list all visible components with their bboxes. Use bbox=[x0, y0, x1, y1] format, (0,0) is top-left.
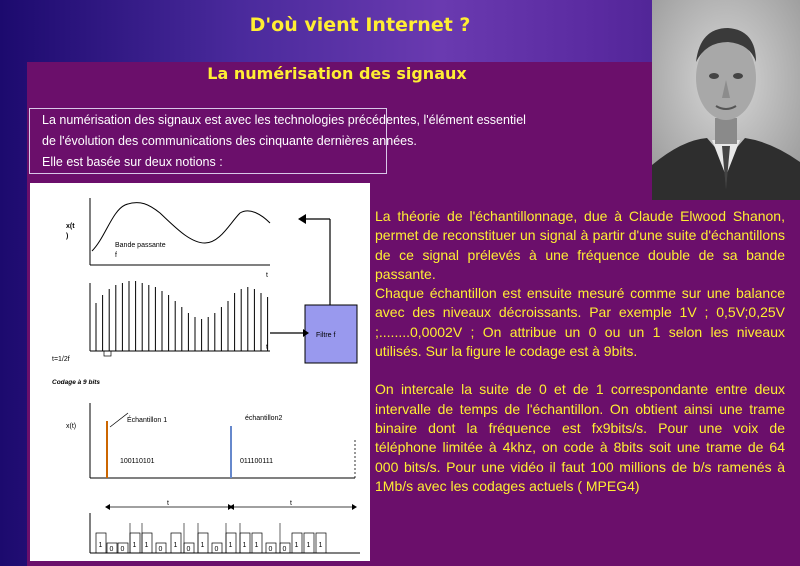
slide-title: D'où vient Internet ? bbox=[249, 14, 471, 36]
bit-value: 1 bbox=[318, 542, 323, 549]
t-label-2: t bbox=[266, 344, 268, 351]
xt-label: x(t) bbox=[66, 423, 77, 430]
paragraph-frame: On intercale la suite de 0 et de 1 correspondante entre deux intervalle de temps de l'échantillon. On obtient ainsi une trame binaire dont la fréquence est fx9bits/s. Pour une voix de téléphone limitée à 4khz, on code à 8bits soit une trame de 64 000 bits/s. Pour une vidéo il faut 100 millions de b/s ramenés à 1Mb/s avec les codages actuels ( MPEG4) bbox=[375, 381, 785, 494]
sample-bars bbox=[96, 281, 268, 351]
bit-value: 1 bbox=[200, 542, 205, 549]
paragraph-sampling: La théorie de l'échantillonnage, due à Claude Elwood Shanon, permet de reconstituer un signal à partir d'une suite d'échantillons de ce signal prélevés à une fréquence double de sa bande passante. bbox=[375, 208, 785, 282]
code2-label: 011100111 bbox=[240, 458, 273, 465]
bit-value: 0 bbox=[186, 546, 191, 553]
signal-label-top: x(t bbox=[66, 223, 75, 230]
bit-value: 1 bbox=[228, 542, 233, 549]
period-label: t=1/2f bbox=[52, 356, 70, 363]
bit-value: 1 bbox=[254, 542, 259, 549]
paragraph-quantization: Chaque échantillon est ensuite mesuré comme sur une balance avec des niveaux décroissants. Par exemple 1V ; 0,5V;0,25V ;........0,0002V ; On attribue un 0 ou un 1 selon les niveaux utilisés. Sur la figure le codage est à 9bits. bbox=[375, 285, 785, 360]
band-f-label: f bbox=[115, 252, 117, 259]
bit-value: 1 bbox=[98, 542, 103, 549]
bit-value: 1 bbox=[144, 542, 149, 549]
sampling-diagram-svg bbox=[30, 183, 370, 561]
binary-frame bbox=[96, 523, 326, 553]
portrait-photo bbox=[652, 0, 800, 200]
code1-label: 100110101 bbox=[120, 458, 155, 465]
coding-label: Codage à 9 bits bbox=[52, 379, 101, 386]
t-label-4: t bbox=[290, 500, 292, 507]
bit-value: 0 bbox=[268, 546, 273, 553]
intro-line-2: de l'évolution des communications des cinquante dernières années. bbox=[42, 134, 417, 148]
bit-value: 0 bbox=[109, 546, 114, 553]
intro-line-3: Elle est basée sur deux notions : bbox=[42, 155, 223, 169]
t-label-1: t bbox=[266, 272, 268, 279]
signal-label-bottom: ) bbox=[66, 233, 69, 240]
bit-value: 0 bbox=[214, 546, 219, 553]
bit-value: 0 bbox=[282, 546, 287, 553]
filter-label: Filtre f bbox=[316, 332, 336, 339]
bit-value: 0 bbox=[120, 546, 125, 553]
intro-line-1: La numérisation des signaux est avec les technologies précédentes, l'élément essentiel bbox=[42, 113, 526, 127]
sampling-diagram bbox=[30, 183, 370, 561]
section-subtitle: La numérisation des signaux bbox=[207, 64, 467, 83]
intro-text bbox=[42, 110, 662, 173]
t-label-3: t bbox=[167, 500, 169, 507]
bit-value: 1 bbox=[132, 542, 137, 549]
bit-value: 1 bbox=[242, 542, 247, 549]
bit-value: 0 bbox=[158, 546, 163, 553]
band-label: Bande passante bbox=[115, 242, 166, 249]
explanation-text bbox=[375, 207, 785, 496]
bit-value: 1 bbox=[306, 542, 311, 549]
bit-value: 1 bbox=[294, 542, 299, 549]
sample2-label: échantillon2 bbox=[245, 415, 283, 422]
period-marker bbox=[104, 351, 111, 356]
sample1-label: Échantillon 1 bbox=[127, 417, 168, 424]
bit-value: 1 bbox=[173, 542, 178, 549]
